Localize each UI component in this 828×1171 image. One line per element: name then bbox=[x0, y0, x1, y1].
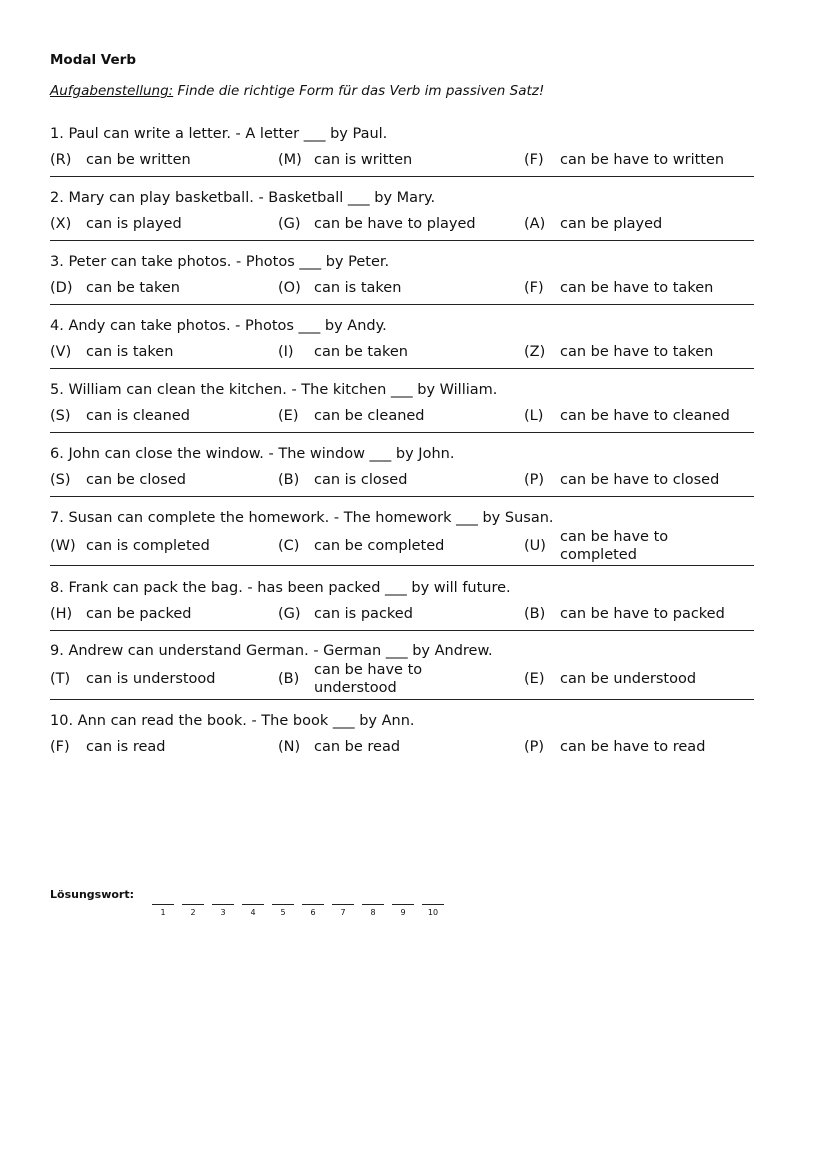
question-text: 10. Ann can read the book. - The book ___ by Ann. bbox=[50, 713, 415, 729]
solution-blank[interactable] bbox=[392, 904, 414, 905]
question-text: 3. Peter can take photos. - Photos ___ by Peter. bbox=[50, 254, 390, 270]
answer-option[interactable] bbox=[524, 407, 730, 425]
task-label: Aufgabenstellung: bbox=[50, 83, 174, 99]
task-instruction bbox=[50, 83, 544, 99]
question-block bbox=[50, 254, 754, 305]
answer-option[interactable] bbox=[278, 661, 444, 697]
option-text: can be packed bbox=[86, 606, 192, 622]
answer-option[interactable] bbox=[524, 528, 682, 564]
option-letter: (Z) bbox=[524, 344, 546, 360]
solution-number: 10 bbox=[427, 908, 439, 917]
option-text: can be read bbox=[314, 739, 401, 755]
option-text: can be closed bbox=[86, 472, 186, 488]
answer-option[interactable] bbox=[524, 215, 662, 233]
solution-number: 6 bbox=[310, 908, 316, 917]
option-text: can be taken bbox=[314, 344, 408, 360]
question-block bbox=[50, 126, 754, 177]
option-text: can be have to taken bbox=[560, 280, 714, 296]
option-letter: (O) bbox=[278, 280, 301, 296]
option-letter: (B) bbox=[278, 472, 300, 488]
answer-option[interactable] bbox=[50, 215, 182, 233]
option-letter: (N) bbox=[278, 739, 301, 755]
option-text: can be have to taken bbox=[560, 344, 714, 360]
answer-option[interactable] bbox=[50, 670, 216, 688]
question-block bbox=[50, 190, 754, 241]
option-letter: (S) bbox=[50, 408, 71, 424]
answer-option[interactable] bbox=[524, 151, 724, 169]
option-letter: (P) bbox=[524, 472, 545, 488]
option-text: can be have to cleaned bbox=[560, 408, 730, 424]
option-letter: (S) bbox=[50, 472, 71, 488]
option-letter: (F) bbox=[524, 280, 544, 296]
answer-option[interactable] bbox=[278, 343, 408, 361]
option-text: can is taken bbox=[314, 280, 402, 296]
option-letter: (L) bbox=[524, 408, 544, 424]
question-text: 4. Andy can take photos. - Photos ___ by Andy. bbox=[50, 318, 387, 334]
option-text: can is cleaned bbox=[86, 408, 190, 424]
solution-blank[interactable] bbox=[242, 904, 264, 905]
option-letter: (E) bbox=[524, 671, 545, 687]
answer-option[interactable] bbox=[50, 279, 180, 297]
option-letter: (X) bbox=[50, 216, 72, 232]
solution-blank[interactable] bbox=[362, 904, 384, 905]
option-text: can be played bbox=[560, 216, 663, 232]
question-text: 5. William can clean the kitchen. - The kitchen ___ by William. bbox=[50, 382, 498, 398]
option-letter: (H) bbox=[50, 606, 73, 622]
question-text: 6. John can close the window. - The window ___ by John. bbox=[50, 446, 455, 462]
answer-option[interactable] bbox=[278, 738, 400, 756]
option-letter: (U) bbox=[524, 538, 546, 554]
question-block bbox=[50, 580, 754, 631]
answer-option[interactable] bbox=[278, 537, 444, 555]
question-text: 2. Mary can play basketball. - Basketball ___ by Mary. bbox=[50, 190, 436, 206]
task-text: Finde die richtige Form für das Verb im passiven Satz! bbox=[177, 83, 545, 99]
option-text: can be have to written bbox=[560, 152, 725, 168]
answer-option[interactable] bbox=[50, 151, 191, 169]
question-text: 7. Susan can complete the homework. - The homework ___ by Susan. bbox=[50, 510, 554, 526]
answer-option[interactable] bbox=[524, 471, 719, 489]
option-letter: (W) bbox=[50, 538, 76, 554]
solution-label: Lösungswort: bbox=[50, 888, 134, 901]
option-text: can be understood bbox=[560, 671, 697, 687]
solution-blank[interactable] bbox=[422, 904, 444, 905]
option-letter: (T) bbox=[50, 671, 71, 687]
option-letter: (A) bbox=[524, 216, 546, 232]
option-text: can be taken bbox=[86, 280, 180, 296]
answer-option[interactable] bbox=[524, 738, 705, 756]
answer-option[interactable] bbox=[524, 605, 725, 623]
option-letter: (F) bbox=[524, 152, 544, 168]
option-text: can be completed bbox=[314, 538, 445, 554]
solution-number: 8 bbox=[370, 908, 376, 917]
question-block bbox=[50, 318, 754, 369]
option-letter: (G) bbox=[278, 216, 301, 232]
option-letter: (C) bbox=[278, 538, 300, 554]
answer-option[interactable] bbox=[524, 279, 713, 297]
question-block bbox=[50, 382, 754, 433]
option-text: can be have to played bbox=[314, 216, 476, 232]
option-letter: (D) bbox=[50, 280, 73, 296]
option-letter: (F) bbox=[50, 739, 70, 755]
solution-number: 5 bbox=[280, 908, 286, 917]
solution-blank[interactable] bbox=[272, 904, 294, 905]
option-text: can is completed bbox=[86, 538, 210, 554]
answer-option[interactable] bbox=[50, 537, 210, 555]
option-letter: (P) bbox=[524, 739, 545, 755]
answer-option[interactable] bbox=[524, 670, 696, 688]
solution-blank[interactable] bbox=[152, 904, 174, 905]
option-text: can is taken bbox=[86, 344, 174, 360]
answer-option[interactable] bbox=[278, 407, 425, 425]
option-text: can be cleaned bbox=[314, 408, 425, 424]
option-text: can is understood bbox=[86, 671, 216, 687]
option-letter: (R) bbox=[50, 152, 72, 168]
answer-option[interactable] bbox=[50, 605, 191, 623]
question-text: 9. Andrew can understand German. - German ___ by Andrew. bbox=[50, 643, 493, 659]
question-text: 1. Paul can write a letter. - A letter ___ by Paul. bbox=[50, 126, 388, 142]
option-text: can be have to understood bbox=[314, 662, 423, 696]
option-letter: (E) bbox=[278, 408, 299, 424]
solution-number: 2 bbox=[190, 908, 196, 917]
answer-option[interactable] bbox=[278, 471, 407, 489]
option-text: can is closed bbox=[314, 472, 408, 488]
answer-option[interactable] bbox=[50, 407, 190, 425]
option-letter: (B) bbox=[278, 671, 300, 687]
answer-option[interactable] bbox=[50, 343, 173, 361]
solution-blank[interactable] bbox=[212, 904, 234, 905]
solution-number: 7 bbox=[340, 908, 346, 917]
question-block bbox=[50, 510, 754, 566]
solution-number: 1 bbox=[160, 908, 166, 917]
answer-option[interactable] bbox=[50, 471, 186, 489]
solution-number: 3 bbox=[220, 908, 226, 917]
option-letter: (I) bbox=[278, 344, 294, 360]
solution-number: 4 bbox=[250, 908, 256, 917]
answer-option[interactable] bbox=[524, 343, 713, 361]
option-text: can is written bbox=[314, 152, 413, 168]
option-letter: (V) bbox=[50, 344, 72, 360]
option-letter: (B) bbox=[524, 606, 546, 622]
option-text: can be have to read bbox=[560, 739, 706, 755]
question-text: 8. Frank can pack the bag. - has been packed ___ by will future. bbox=[50, 580, 511, 596]
answer-option[interactable] bbox=[278, 605, 413, 623]
solution-blank[interactable] bbox=[332, 904, 354, 905]
option-text: can be have to packed bbox=[560, 606, 725, 622]
answer-option[interactable] bbox=[50, 738, 166, 756]
option-letter: (G) bbox=[278, 606, 301, 622]
option-letter: (M) bbox=[278, 152, 302, 168]
answer-option[interactable] bbox=[278, 215, 476, 233]
option-text: can is packed bbox=[314, 606, 413, 622]
option-text: can be have to closed bbox=[560, 472, 720, 488]
question-block bbox=[50, 643, 754, 700]
answer-option[interactable] bbox=[278, 151, 412, 169]
solution-blank[interactable] bbox=[182, 904, 204, 905]
option-text: can be have to completed bbox=[560, 529, 669, 563]
solution-number: 9 bbox=[400, 908, 406, 917]
question-block bbox=[50, 446, 754, 497]
solution-blank[interactable] bbox=[302, 904, 324, 905]
option-text: can is read bbox=[86, 739, 166, 755]
option-text: can be written bbox=[86, 152, 191, 168]
answer-option[interactable] bbox=[278, 279, 401, 297]
option-text: can is played bbox=[86, 216, 182, 232]
page-title: Modal Verb bbox=[50, 52, 136, 68]
